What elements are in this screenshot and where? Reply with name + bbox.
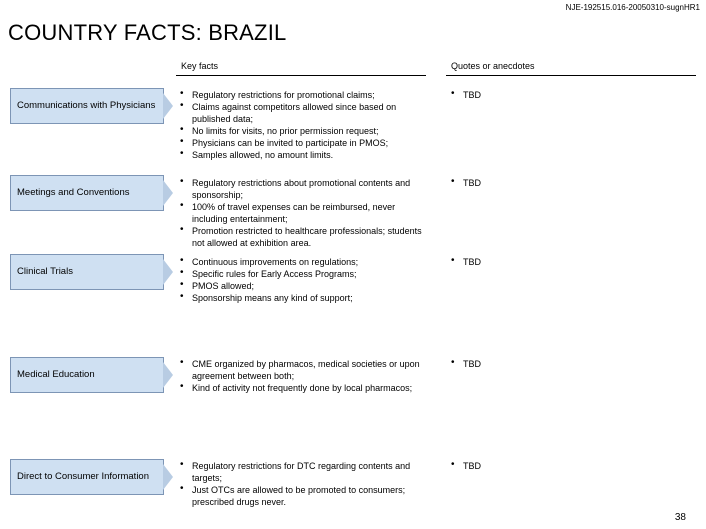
- key-facts-list: [180, 89, 428, 161]
- fact-item: • Sponsorship means any kind of support;: [180, 292, 428, 304]
- category-label: Clinical Trials: [17, 266, 73, 277]
- quote-item: • TBD: [451, 358, 481, 370]
- category-label: Medical Education: [17, 369, 95, 380]
- category-label: Meetings and Conventions: [17, 187, 130, 198]
- quotes-divider: [446, 75, 696, 76]
- category-clinical-trials: [10, 254, 164, 290]
- category-label: Direct to Consumer Information: [17, 471, 149, 482]
- quote-item: • TBD: [451, 460, 481, 472]
- fact-item: • Claims against competitors allowed since based on published data;: [180, 101, 428, 125]
- fact-item: • Continuous improvements on regulations;: [180, 256, 428, 268]
- category-medical-education: [10, 357, 164, 393]
- column-header-key-facts: Key facts: [181, 61, 219, 71]
- fact-item: • Physicians can be invited to participate in PMOS;: [180, 137, 428, 149]
- fact-item: • Just OTCs are allowed to be promoted to consumers; prescribed drugs never.: [180, 484, 428, 508]
- quote-item: • TBD: [451, 177, 481, 189]
- quote-item: • TBD: [451, 89, 481, 101]
- fact-item: • PMOS allowed;: [180, 280, 428, 292]
- fact-item: • Kind of activity not frequently done by local pharmacos;: [180, 382, 428, 394]
- category-direct-to-consumer: [10, 459, 164, 495]
- key-facts-list: [180, 358, 428, 394]
- quote-item: • TBD: [451, 256, 481, 268]
- fact-item: • CME organized by pharmacos, medical societies or upon agreement between both;: [180, 358, 428, 382]
- fact-item: • Promotion restricted to healthcare professionals; students not allowed at exhibition area.: [180, 225, 428, 249]
- fact-item: • Regulatory restrictions for DTC regarding contents and targets;: [180, 460, 428, 484]
- fact-item: • Regulatory restrictions about promotional contents and sponsorship;: [180, 177, 428, 201]
- key-facts-list: [180, 177, 428, 249]
- column-header-quotes: Quotes or anecdotes: [451, 61, 535, 71]
- category-communications: [10, 88, 164, 124]
- fact-item: • Regulatory restrictions for promotional claims;: [180, 89, 428, 101]
- category-meetings: [10, 175, 164, 211]
- key-facts-list: [180, 460, 428, 508]
- category-label: Communications with Physicians: [17, 100, 156, 111]
- key-facts-divider: [176, 75, 426, 76]
- fact-item: • 100% of travel expenses can be reimbursed, never including entertainment;: [180, 201, 428, 225]
- fact-item: • Specific rules for Early Access Programs;: [180, 268, 428, 280]
- page-title: COUNTRY FACTS: BRAZIL: [8, 20, 287, 45]
- fact-item: • Samples allowed, no amount limits.: [180, 149, 428, 161]
- page-number: 38: [674, 512, 686, 523]
- fact-item: • No limits for visits, no prior permission request;: [180, 125, 428, 137]
- key-facts-list: [180, 256, 428, 304]
- document-id: NJE-192515.016-20050310-sugnHR1: [565, 3, 700, 12]
